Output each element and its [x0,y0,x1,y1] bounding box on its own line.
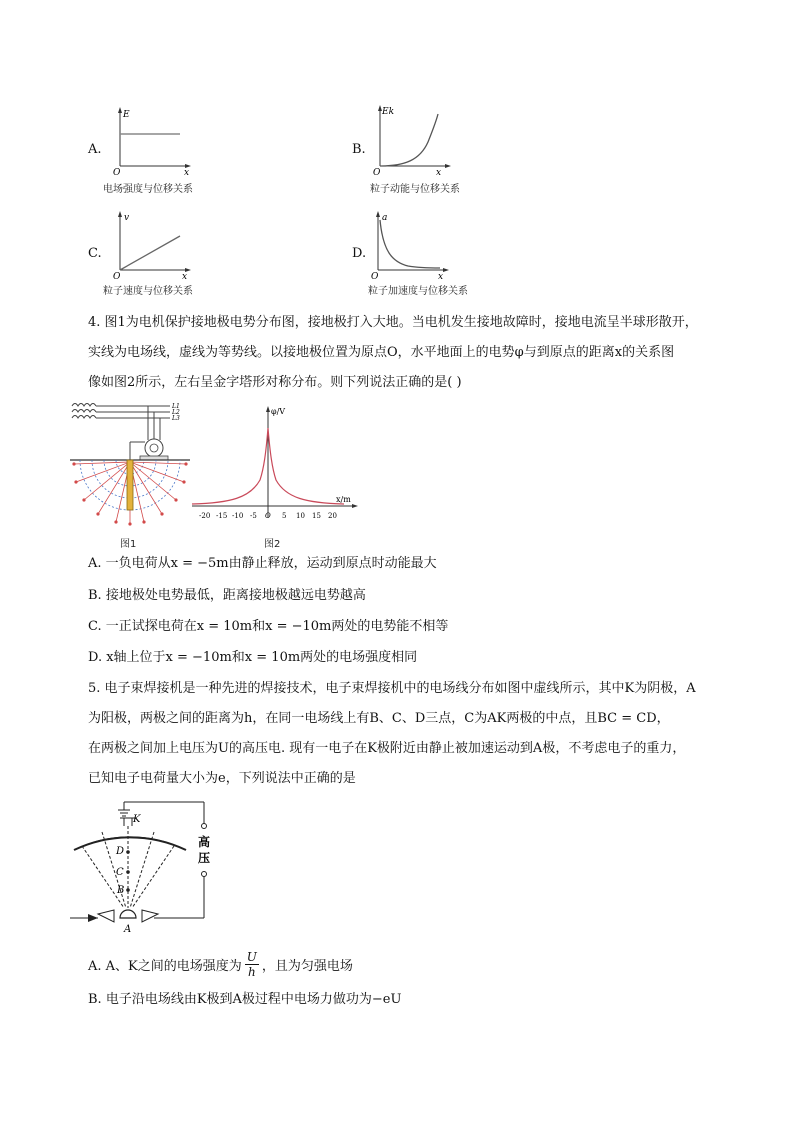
q5-label-k: K [133,814,141,825]
graph-c-ylabel: v [124,213,130,223]
q3-graph-b [370,100,460,176]
q3-option-c-caption: 粒子速度与位移关系 [103,286,193,297]
fig2-tick-neg15: -15 [216,512,228,520]
graph-d-origin: O [371,272,379,280]
q5-label-d: D [116,846,125,857]
q4-figure-2 [190,400,365,530]
q4-stem-line-1: 4. 图1为电机保护接地极电势分布图，接地极打入大地。当电机发生接地故障时，接地电流呈半球形散开， [88,315,698,330]
graph-a-origin: O [113,168,121,176]
fig1-label-l1: L1 [172,403,180,410]
fig1-label-l3: L3 [172,415,180,422]
fig2-tick-neg20: -20 [199,512,211,520]
graph-a-xlabel: x [184,168,190,176]
q4-option-c[interactable]: C. 一正试探电荷在x = 10m和x = −10m两处的电势能不相等 [88,619,449,634]
graph-b-ylabel: Ek [382,107,395,117]
q5-hv-label-2: 压 [198,851,211,865]
fig2-tick-neg10: -10 [232,512,244,520]
fraction-numerator: U [246,949,257,964]
fig2-xlabel: x/m [336,495,351,504]
fig2-ylabel: φ/V [271,407,286,416]
q5-stem-line-4: 已知电子电荷量大小为e，下列说法中正确的是 [88,771,356,786]
graph-d-ylabel: a [382,213,388,223]
q5-option-b[interactable]: B. 电子沿电场线由K极到A极过程中电场力做功为−eU [88,992,402,1007]
q4-figure-1 [70,400,190,530]
ground-electrode [127,460,133,510]
fig2-tick-10: 10 [296,512,305,520]
fig2-tick-neg5: -5 [250,512,257,520]
q5-option-a-fraction [245,950,259,979]
q4-option-d[interactable]: D. x轴上位于x = −10m和x = 10m两处的电场强度相同 [88,650,418,665]
q5-label-b: B [117,885,125,896]
fig2-tick-5: 5 [282,512,287,520]
graph-c-xlabel: x [182,272,188,280]
q5-stem [88,674,738,794]
fig1-label-l2: L2 [172,409,180,416]
fig2-tick-20: 20 [328,512,337,520]
q5-option-a[interactable] [88,944,353,984]
fig2-tick-15: 15 [312,512,321,520]
q3-graph-a [110,104,200,176]
q5-hv-label-1: 高 [198,835,211,849]
graph-b-origin: O [373,168,381,176]
coil-icon [72,404,96,419]
q4-fig1-caption: 图1 [120,539,137,550]
graph-d-curve [380,220,440,268]
graph-b-xlabel: x [436,168,442,176]
q4-option-b[interactable]: B. 接地极处电势最低，距离接地极越远电势越高 [88,588,366,603]
q4-stem-line-3: 像如图2所示，左右呈金字塔形对称分布。则下列说法正确的是( ) [88,375,462,390]
q5-label-c: C [116,867,124,878]
q5-label-a: A [124,924,132,935]
q3-option-a-caption: 电场强度与位移关系 [103,184,193,195]
q5-stem-line-2: 为阳极，两极之间的距离为h，在同一电场线上有B、C、D三点，C为AK两极的中点，且BC = CD， [88,711,670,726]
graph-b-curve [380,114,438,166]
graph-d-xlabel: x [438,272,444,280]
q4-stem [88,308,738,398]
q3-graph-c [110,206,200,280]
q3-option-b-letter[interactable]: B. [352,142,366,157]
q3-option-b-caption: 粒子动能与位移关系 [370,184,460,195]
q5-option-a-prefix: A. A、K之间的电场强度为 [88,958,242,974]
ground-icon [118,810,130,816]
q3-option-d-caption: 粒子加速度与位移关系 [368,286,468,297]
q3-option-c-letter[interactable]: C. [88,246,102,261]
q5-option-a-suffix: ，且为匀强电场 [261,958,353,974]
q5-stem-line-1: 5. 电子束焊接机是一种先进的焊接技术，电子束焊接机中的电场线分布如图中虚线所示，其中K为阴极，A [88,681,696,696]
graph-c-curve [120,236,180,270]
motor-icon [145,439,163,457]
q3-option-a-letter[interactable]: A. [88,142,102,157]
fraction-denominator: h [247,964,256,979]
q3-option-d-letter[interactable]: D. [352,246,367,261]
q3-options [0,0,794,300]
q5-stem-line-3: 在两极之间加上电压为U的高压电. 现有一电子在K极附近由静止被加速运动到A极，不考虑电子的重力， [88,741,686,756]
q3-graph-d [368,206,458,280]
q4-fig2-caption: 图2 [264,539,281,550]
q4-option-a[interactable]: A. 一负电荷从x = −5m由静止释放，运动到原点时动能最大 [88,556,437,571]
graph-c-origin: O [113,272,121,280]
graph-a-ylabel: E [123,110,130,120]
q4-stem-line-2: 实线为电场线，虚线为等势线。以接地极位置为原点O，水平地面上的电势φ与到原点的距离x的关系图 [88,345,675,360]
fig2-origin: O [265,512,271,520]
q5-figure [70,796,220,936]
